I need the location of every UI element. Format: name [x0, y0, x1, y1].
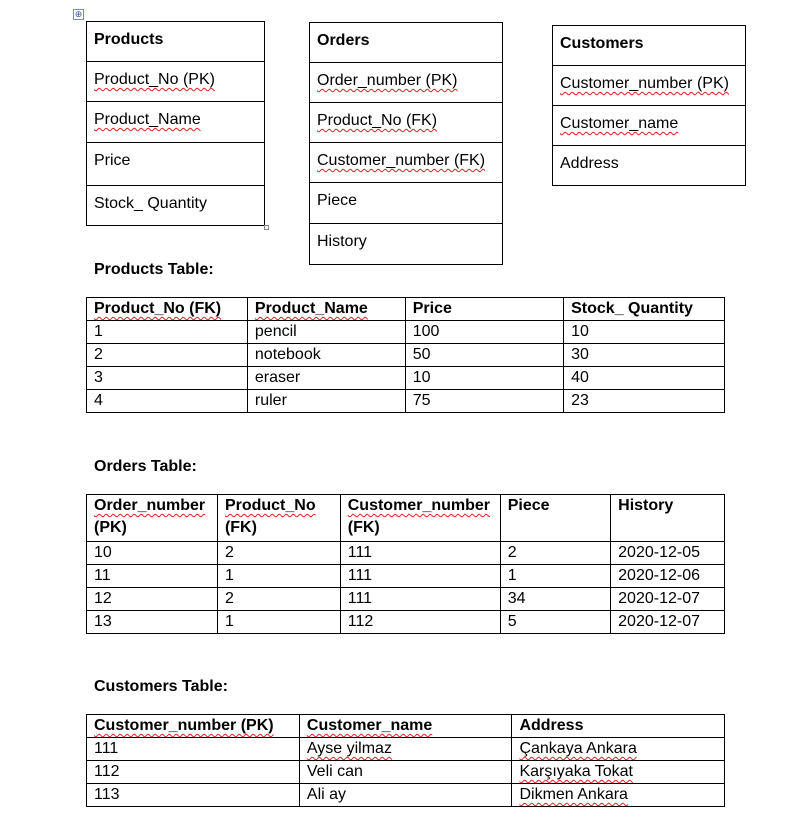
table-cell: 10	[87, 542, 218, 565]
orders-entity-field: Order_number (PK)	[310, 63, 503, 103]
table-row	[87, 367, 725, 390]
table-cell: 2	[500, 542, 610, 565]
column-header: Product_Name	[247, 298, 405, 321]
products-table	[86, 297, 725, 413]
table-cell: 2020-12-05	[611, 542, 725, 565]
table-row	[87, 588, 725, 611]
table-move-handle-icon[interactable]: ⊕	[74, 9, 83, 19]
customers-entity-field: Address	[553, 146, 746, 186]
table-cell: 11	[87, 565, 218, 588]
products-entity-box	[86, 21, 265, 226]
table-cell: 40	[564, 367, 725, 390]
orders-entity-field: Product_No (FK)	[310, 103, 503, 143]
table-cell: 2	[217, 542, 340, 565]
table-header-row	[87, 495, 725, 542]
table-cell: 1	[217, 611, 340, 634]
table-cell: 2020-12-07	[611, 588, 725, 611]
products-entity-title: Products	[87, 22, 265, 62]
customers-entity-field: Customer_number (PK)	[553, 66, 746, 106]
table-header-row	[87, 298, 725, 321]
products-entity-field: Stock_ Quantity	[87, 186, 265, 226]
products-entity-field: Product_No (PK)	[87, 62, 265, 102]
table-cell: 10	[564, 321, 725, 344]
column-header: Piece	[500, 495, 610, 542]
column-header: Stock_ Quantity	[564, 298, 725, 321]
table-cell: 111	[340, 542, 500, 565]
table-cell: 2020-12-06	[611, 565, 725, 588]
table-cell: Ayse yilmaz	[299, 738, 512, 761]
column-header: Order_number (PK)	[87, 495, 218, 542]
table-cell: pencil	[247, 321, 405, 344]
table-cell: 1	[217, 565, 340, 588]
table-cell: Ali ay	[299, 784, 512, 807]
column-header: Customer_number (PK)	[87, 715, 300, 738]
table-cell: 30	[564, 344, 725, 367]
table-cell: 1	[500, 565, 610, 588]
customers-entity-field: Customer_name	[553, 106, 746, 146]
table-cell: 113	[87, 784, 300, 807]
table-row	[87, 390, 725, 413]
customers-entity-box	[552, 25, 746, 186]
table-cell: 1	[87, 321, 248, 344]
table-row	[87, 542, 725, 565]
column-header: Address	[512, 715, 725, 738]
column-header: Product_No (FK)	[87, 298, 248, 321]
table-row	[87, 611, 725, 634]
column-header: Customer_number (FK)	[340, 495, 500, 542]
orders-entity-field: Piece	[310, 183, 503, 224]
table-cell: 2020-12-07	[611, 611, 725, 634]
table-cell: ruler	[247, 390, 405, 413]
products-table-caption: Products Table:	[94, 261, 214, 278]
table-row	[87, 738, 725, 761]
table-row	[87, 321, 725, 344]
table-cell: 34	[500, 588, 610, 611]
column-header: Price	[405, 298, 563, 321]
customers-table-caption: Customers Table:	[94, 678, 228, 695]
column-header: Product_No (FK)	[217, 495, 340, 542]
orders-entity-field: Customer_number (FK)	[310, 143, 503, 183]
table-header-row	[87, 715, 725, 738]
table-cell: 13	[87, 611, 218, 634]
column-header: Customer_name	[299, 715, 512, 738]
table-cell: notebook	[247, 344, 405, 367]
column-header: History	[611, 495, 725, 542]
orders-table-caption: Orders Table:	[94, 458, 197, 475]
table-cell: 50	[405, 344, 563, 367]
table-cell: 5	[500, 611, 610, 634]
table-cell: 10	[405, 367, 563, 390]
table-cell: 111	[340, 565, 500, 588]
table-cell: Veli can	[299, 761, 512, 784]
table-cell: 4	[87, 390, 248, 413]
table-cell: 75	[405, 390, 563, 413]
orders-entity-box	[309, 22, 503, 265]
table-cell: Çankaya Ankara	[512, 738, 725, 761]
table-cell: 2	[87, 344, 248, 367]
table-cell: 111	[340, 588, 500, 611]
orders-table	[86, 494, 725, 634]
table-cell: 112	[340, 611, 500, 634]
table-cell: 2	[217, 588, 340, 611]
table-row	[87, 565, 725, 588]
table-resize-handle[interactable]	[264, 225, 269, 230]
orders-entity-field: History	[310, 224, 503, 265]
table-row	[87, 784, 725, 807]
customers-table	[86, 714, 725, 807]
table-cell: 12	[87, 588, 218, 611]
orders-entity-title: Orders	[310, 23, 503, 63]
table-cell: 3	[87, 367, 248, 390]
table-cell: Karşıyaka Tokat	[512, 761, 725, 784]
table-cell: Dikmen Ankara	[512, 784, 725, 807]
customers-entity-title: Customers	[553, 26, 746, 66]
products-entity-field: Product_Name	[87, 102, 265, 143]
table-cell: 112	[87, 761, 300, 784]
table-cell: 100	[405, 321, 563, 344]
products-entity-field: Price	[87, 143, 265, 186]
table-cell: 23	[564, 390, 725, 413]
table-row	[87, 761, 725, 784]
table-row	[87, 344, 725, 367]
table-cell: 111	[87, 738, 300, 761]
table-cell: eraser	[247, 367, 405, 390]
